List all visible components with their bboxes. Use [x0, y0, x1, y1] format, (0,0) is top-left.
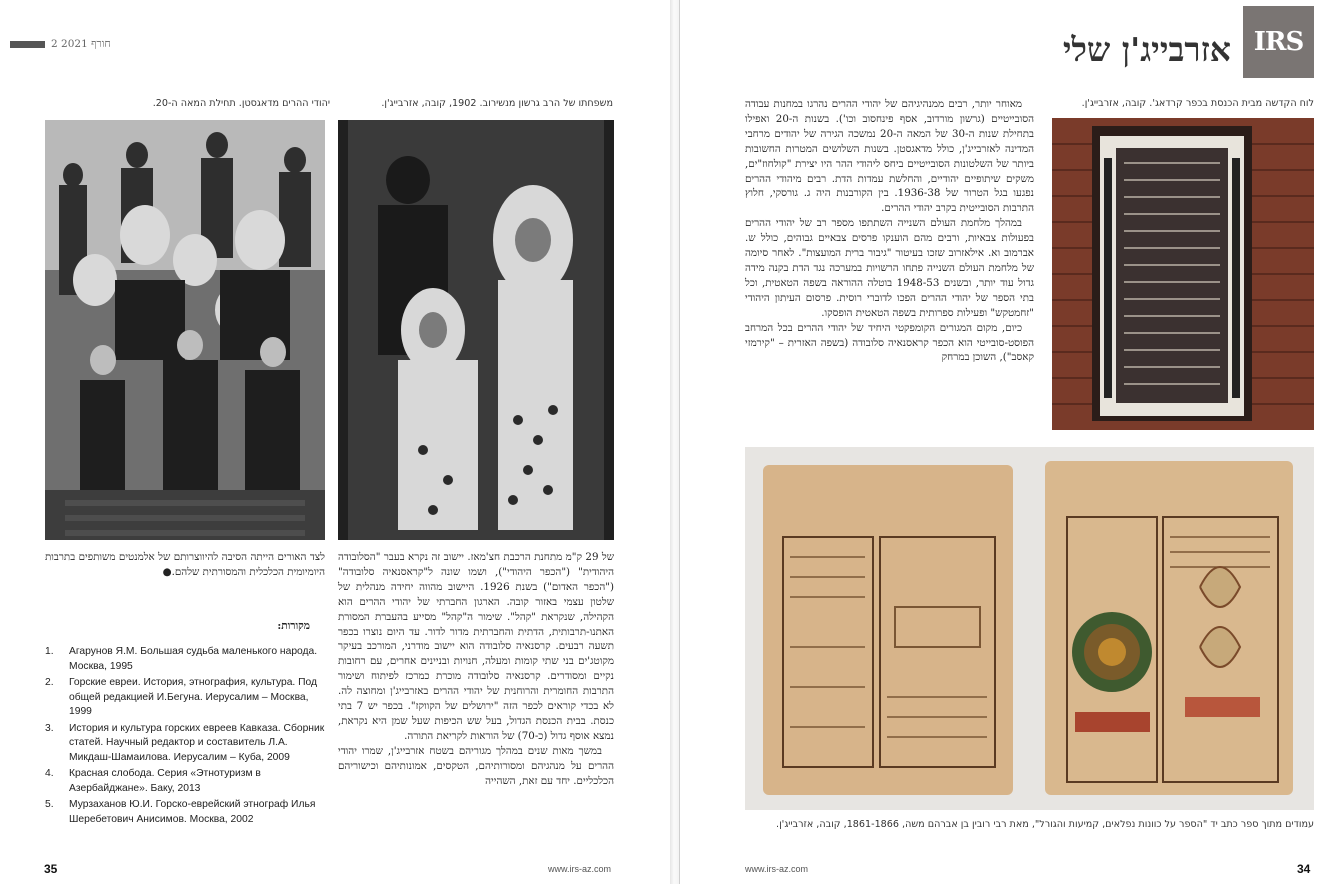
source-text: История и культура горских евреев Кавказа. Сборник статей. Научный редактор и составитель Л.А. Микдаш-Шамаилова. Иерусалим – Куба, 2009	[69, 722, 325, 763]
footer-url: www.irs-az.com	[745, 864, 809, 874]
photo-dagestan-group	[45, 120, 325, 540]
end-mark: ●	[162, 565, 172, 578]
source-text: Красная слобода. Серия «Этнотуризм в Азербайджане». Баку, 2013	[69, 768, 261, 794]
logo-text: IRS	[1253, 27, 1304, 57]
source-item	[45, 767, 325, 796]
edition-label	[10, 38, 111, 50]
caption-inscription-photo: לוח הקדשה מבית הכנסת בכפר קרדאג'. קובה, אזרבייג'ן.	[1081, 98, 1314, 109]
source-item	[45, 722, 325, 766]
sources-title: מקורות:	[277, 620, 310, 632]
source-number: 1.	[45, 646, 54, 657]
photo-rabbi-family	[338, 120, 614, 540]
source-text: Агарунов Я.М. Большая судьба маленького народа. Москва, 1995	[69, 646, 318, 672]
article-column-right	[338, 550, 614, 789]
paragraph: במהלך מלחמת העולם השנייה השתתפו מספר רב של יהודי ההרים בפעולות צבאיות, ורבים מהם הוענקו פרסים צבאיים גבוהים, כולל ש. אברמוב וא. אילאזרוב שזכו בעיטור "גיבור ברית המועצות". לאחר סיומה של מלחמת העולם השנייה פתחו הרשויות במערכה נגד הדת בקנה מידה גדול עוד יותר, ובשנים 1948-53 בוטלה ההוראה בשפה הטאטית, וכל בתי הספר של יהודי ההרים הפכו לדוברי רוסית. פרסום העיתון היהודי "זחמטקש" ופעילות ספרותית בשפה הטאטית הופסקו.	[745, 217, 1034, 319]
edition-bar	[10, 41, 45, 48]
irs-logo	[1243, 6, 1314, 78]
source-number: 5.	[45, 799, 54, 810]
paragraph: מאוחר יותר, רבים ממנהיגיהם של יהודי ההרים נהרגו במחנות עבודה הסובייטיים (גרשון מורדוב, אסף פינחסוב וכו'). בשנות ה-20 ואפילו בתחילת שנות ה-30 של המאה ה-20 נמשכה הגירה של יהודים מרחבי המדינה לאזרבייג'ן, כולל מדאגסטן. בשנות השלושים המטרות החשובות ביותר של השלטונות הסובייטיים ביחס ליהודי ההר היו יצירת "קולחוז"ים, משקים שיתופיים יהודיים, והחלשת עמדות הדת. רבים מיהודי ההרים נפגעו בגל הטרור של 1936-38. בין הקורבנות היה ג. גורסקי, חלוץ התרבות הסובייטית בקרב יהודי ההרים.	[745, 98, 1034, 215]
caption-dagestan-photo: יהודי ההרים מדאגסטן. תחילת המאה ה-20.	[152, 98, 330, 109]
source-number: 4.	[45, 768, 54, 779]
sources-list	[45, 645, 325, 829]
photo-dedication-tablet	[1052, 118, 1314, 430]
page-number: 34	[1297, 862, 1311, 876]
paragraph: של 29 ק"מ מתחנת הרכבת חצ'מאז. יישוב זה נקרא בעבר "הסלובודה היהודית" ("הכפר היהודי"), ושמו שונה ל"קראסנאיה סלובודה" ("הכפר האדום") בשנת 1926. היישוב מהווה יחידה מנהלית של שלטון עצמי באזור קובה. הארגון החברתי של יהודי ההרים הוא הקהילה, שנקראת "קהל". שימור ה"קהל" מסייע בהעברת המסורת האתנו-תרבותית, הדתית והחברתית מדור לדור. עד היום נוצרו בכפר תשעה רבעים. קרסנאיה סלובודה הוא יישוב מודרני, המורכב בעיקר מקוטג'ים בני שתי קומות ומעלה, חנויות ובניינים אחרים, עם רחובות נקיים ומסודרים. קרסנאיה סלובודה מוכרת כמרכז לפיתוח ושימור התרבות החומרית והרוחנית של יהודי ההרים באזרבייג'ן ומחוצה לה. לא בכדי קוראים לכפר הזה "ירושלים של הקווקז". בכפר יש 7 בתי כנסת. בבית הכנסת הגדול, בעל שש הכיפות שעל שמן היא נקראת, נמצא אוסף גדול (כ-70) של הוראות לקריאת התורה.	[338, 551, 614, 742]
footer-url: www.irs-az.com	[548, 864, 612, 874]
article-body-right-page	[745, 97, 1034, 365]
section-title: אזרבייג'ן שלי	[1062, 30, 1231, 69]
source-number: 2.	[45, 677, 54, 688]
paragraph: במשך מאות שנים במהלך מגוריהם בשטח אזרבייג'ן, שמרו יהודי ההרים על מנהגיהם ומסורותיהם, הטקסים, אמונותיהם וכישוריהם הכלכליים. יחד עם זאת, השהייה	[338, 744, 614, 787]
paragraph: כיום, מקום המגורים הקומפקטי היחיד של יהודי ההרים בכל המרחב הפוסט-סובייטי הוא הכפר קראסנאיה סלובודה (בשפה האזרית – "קירמזי קאסב"), השוכן במרחק	[745, 321, 1034, 364]
caption-manuscript-photo: עמודים מתוך ספר כתב יד "הספר על כוונות נפלאים, קמיעות והגורל", מאת רבי רובין בן אברהם משה, 1861-1866, קובה, אזרבייג'ן.	[776, 819, 1314, 830]
source-item	[45, 645, 325, 674]
photo-manuscript-pages	[745, 447, 1314, 810]
gutter-line	[679, 0, 680, 884]
paragraph	[45, 550, 325, 580]
source-text: Горские евреи. История, этнография, культура. Под общей редакцией И.Бегуна. Иерусалим – Москва, 1999	[69, 677, 318, 717]
source-number: 3.	[45, 722, 54, 734]
edition-text: 2 חורף 2021	[51, 38, 111, 50]
source-item	[45, 676, 325, 720]
article-column-left	[45, 550, 325, 580]
source-text: Мурзаханов Ю.И. Горско-еврейский этнограф Илья Шеребетович Анисимов. Москва, 2002	[69, 799, 316, 825]
page-number: 35	[44, 862, 58, 876]
source-item	[45, 798, 325, 827]
caption-family-photo: משפחתו של הרב גרשון מנשירוב. 1902, קובה, אזרבייג'ן.	[381, 98, 613, 109]
paragraph-text: לצד האורים הייתה הסיבה להיווצרותם של אלמנטים משותפים בתרבות היומיומית הכלכלית והמסורתית שלהם.	[45, 551, 325, 578]
